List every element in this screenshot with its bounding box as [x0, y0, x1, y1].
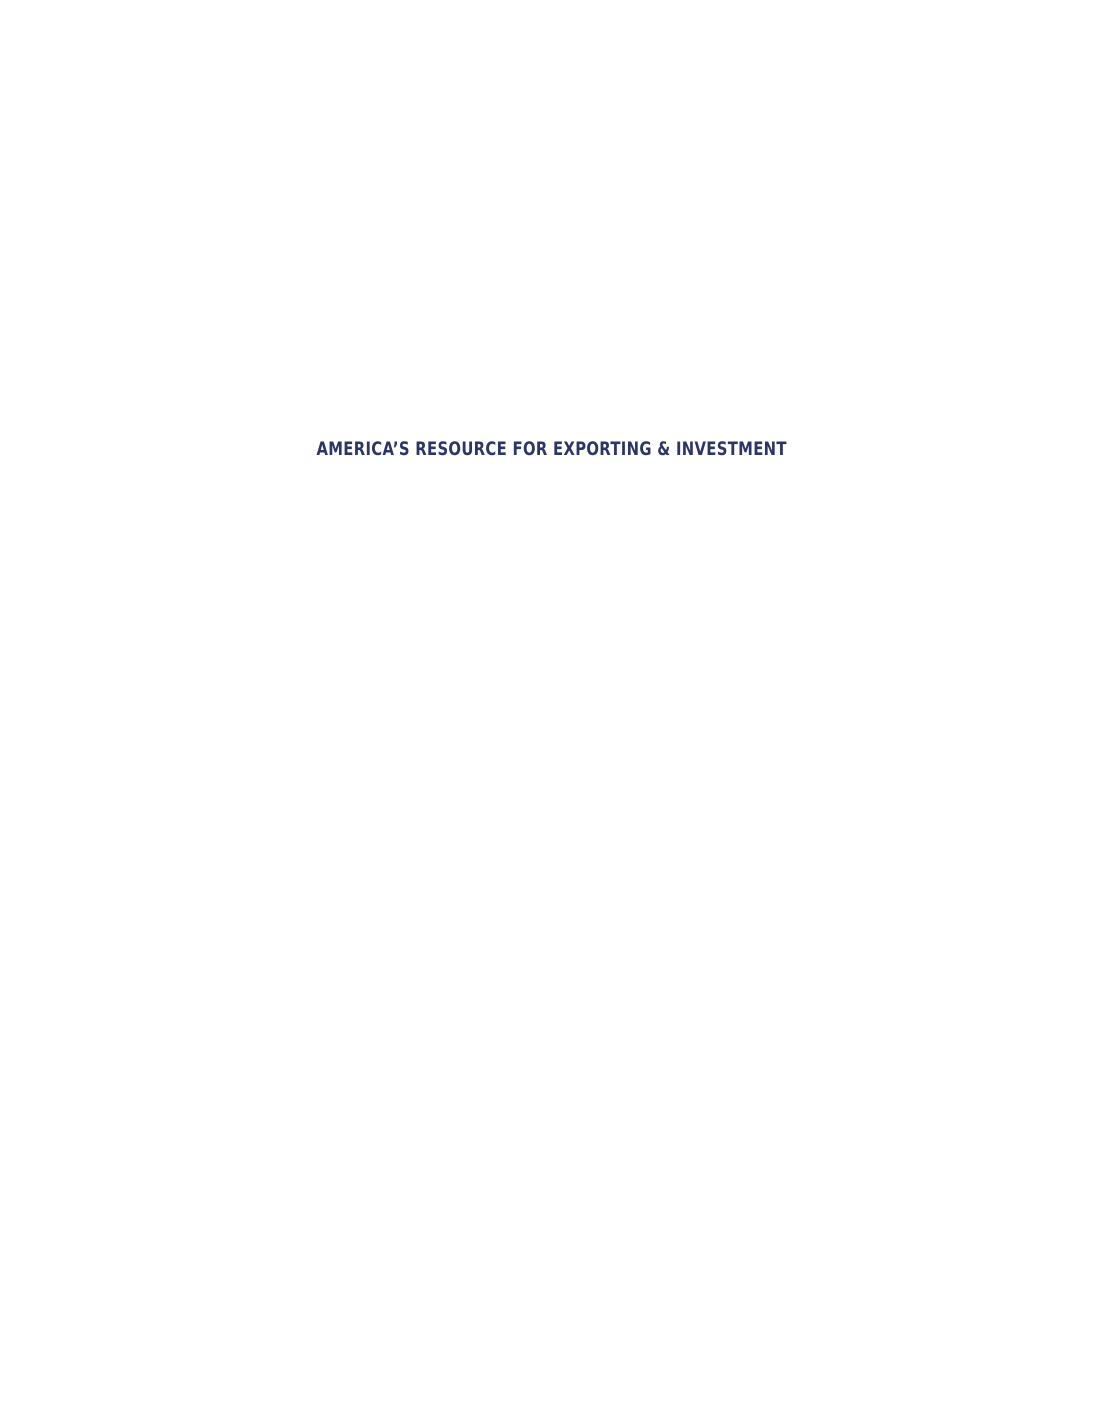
tagline-text: AMERICA’S RESOURCE FOR EXPORTING & INVESTMENT [316, 438, 787, 460]
tagline-heading [0, 434, 1097, 464]
